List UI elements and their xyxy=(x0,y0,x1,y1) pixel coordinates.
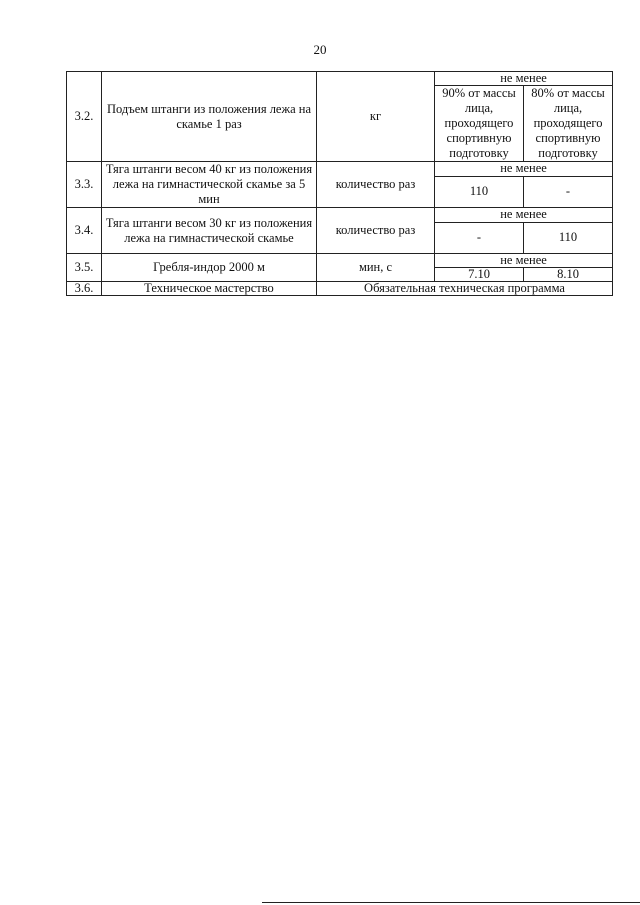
row-number: 3.4. xyxy=(67,208,102,254)
value-cell-2: 110 xyxy=(524,222,613,253)
unit-cell: кг xyxy=(317,72,435,162)
row-number: 3.5. xyxy=(67,254,102,282)
row-number: 3.3. xyxy=(67,162,102,208)
table-row xyxy=(67,282,613,296)
table-row xyxy=(67,162,613,177)
page-number: 20 xyxy=(313,42,327,57)
table-row xyxy=(67,254,613,268)
exercise-name: Подъем штанги из положения лежа на скамье 1 раз xyxy=(102,72,317,162)
merged-requirement-cell: Обязательная техническая программа xyxy=(317,282,613,296)
norms-table xyxy=(66,71,613,296)
table-row xyxy=(67,208,613,223)
table-row xyxy=(67,72,613,86)
value-cell-2: 8.10 xyxy=(524,268,613,282)
unit-cell: мин, с xyxy=(317,254,435,282)
value-cell-2: - xyxy=(524,176,613,207)
min-header: не менее xyxy=(435,162,613,177)
min-header: не менее xyxy=(435,72,613,86)
unit-cell: количество раз xyxy=(317,162,435,208)
exercise-name: Гребля-индор 2000 м xyxy=(102,254,317,282)
unit-cell: количество раз xyxy=(317,208,435,254)
value-cell-1: - xyxy=(435,222,524,253)
exercise-name: Техническое мастерство xyxy=(102,282,317,296)
value-cell-1: 7.10 xyxy=(435,268,524,282)
value-cell-1: 90% от массы лица, проходящего спортивную подготовку xyxy=(435,86,524,162)
value-cell-2: 80% от массы лица, проходящего спортивную подготовку xyxy=(524,86,613,162)
value-cell-1: 110 xyxy=(435,176,524,207)
exercise-name: Тяга штанги весом 30 кг из положения лежа на гимнастической скамье xyxy=(102,208,317,254)
min-header: не менее xyxy=(435,254,613,268)
row-number: 3.2. xyxy=(67,72,102,162)
row-number: 3.6. xyxy=(67,282,102,296)
page-edge-line xyxy=(262,902,640,903)
min-header: не менее xyxy=(435,208,613,223)
exercise-name: Тяга штанги весом 40 кг из положения лежа на гимнастической скамье за 5 мин xyxy=(102,162,317,208)
